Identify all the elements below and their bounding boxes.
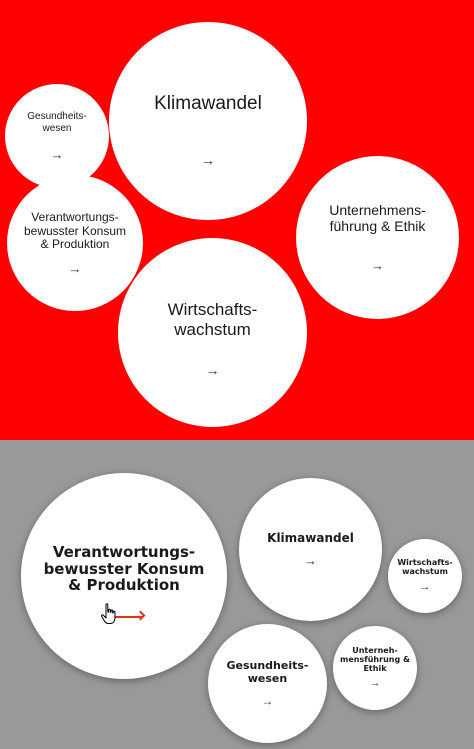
bubble-klimawandel[interactable]	[109, 22, 307, 220]
bubble-verantwortungsbewusster-konsum-hover[interactable]	[21, 473, 227, 679]
bubble-unternehmensfuehrung[interactable]	[333, 626, 417, 710]
bubble-label: Klimawandel	[267, 531, 354, 546]
hand-pointer-icon	[100, 603, 118, 625]
bubble-label: Verantwortungs- bewusster Konsum & Produktion	[23, 210, 127, 252]
bubble-wirtschaftswachstum[interactable]	[118, 238, 307, 427]
bubble-label: Wirtschafts- wachstum	[167, 300, 258, 339]
bubble-unternehmensfuehrung[interactable]	[296, 156, 459, 319]
arrow-right-icon: →	[369, 676, 381, 689]
arrow-right-icon: →	[205, 361, 220, 378]
arrow-right-icon: →	[261, 693, 274, 708]
bubble-klimawandel[interactable]	[239, 478, 382, 621]
bubble-label: Unterneh- mensführung & Ethik	[340, 646, 410, 673]
bubble-wirtschaftswachstum[interactable]	[388, 539, 462, 613]
arrow-right-icon: →	[68, 260, 82, 276]
bubble-label: Wirtschafts- wachstum	[397, 558, 453, 576]
bubble-label: Gesundheits- wesen	[27, 111, 87, 134]
arrow-right-icon: →	[50, 146, 64, 162]
bubble-label: Gesundheits- wesen	[226, 659, 309, 685]
bubble-label: Verantwortungs- bewusster Konsum & Produktion	[43, 542, 205, 595]
bubble-verantwortungsbewusster-konsum[interactable]	[7, 175, 143, 311]
arrow-right-icon: →	[304, 552, 317, 568]
bubble-gesundheitswesen[interactable]	[208, 624, 327, 743]
bubble-label: Klimawandel	[154, 93, 262, 115]
arrow-right-icon: →	[419, 580, 431, 593]
bubble-gesundheitswesen[interactable]	[5, 84, 109, 188]
bubble-label: Unternehmens- führung & Ethik	[329, 202, 426, 234]
variant-b-panel	[0, 440, 474, 749]
arrow-right-icon: →	[371, 257, 384, 273]
arrow-right-icon: →	[201, 151, 215, 168]
